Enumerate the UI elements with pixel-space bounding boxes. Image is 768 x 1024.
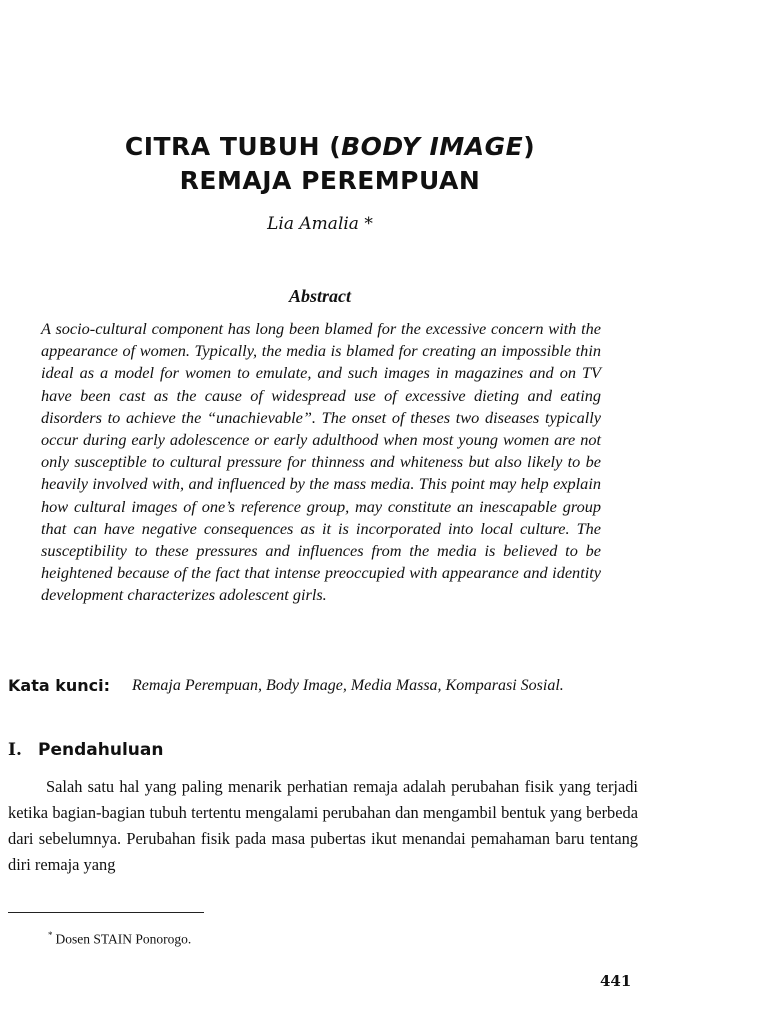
abstract-heading: Abstract [288,286,351,306]
title-suffix: ) [523,132,536,161]
section-title: Pendahuluan [38,740,164,760]
author-name: Lia Amalia [267,214,359,234]
title-italic: BODY IMAGE [341,132,524,161]
article-title [0,130,660,198]
abstract-text: A socio-cultural component has long been blamed for the excessive concern with the appearance of women. Typically, the media is blamed for creating an impossible thin ideal as a model for women to emulate, and such images in magazines and on TV have been cast as the cause of widespread use of excessive dieting and eating disorders to achieve the “unachievable”. The onset of theses two diseases typically occur during early adolescence or early adulthood when most young women are not only susceptible to cultural pressure for thinness and whiteness but also likely to be heavily involved with, and influenced by the mass media. This point may help explain how cultural images of one’s reference group, may constitute an inescapable group that can have negative consequences as it is incorporated into local culture. The susceptibility to these pressures and influences from the media is believed to be heightened because of the fact that intense preoccupied with appearance and identity development characterizes adolescent girls. [41,319,601,605]
title-line-2: REMAJA PEREMPUAN [179,166,481,195]
keywords-label: Kata kunci: [8,676,110,695]
footnote-divider [8,912,204,913]
footnote [48,930,191,948]
footnote-marker: * [48,930,53,940]
footnote-text: Dosen STAIN Ponorogo. [55,931,192,947]
keywords-text: Remaja Perempuan, Body Image, Media Massa, Komparasi Sosial. [132,677,564,694]
section-heading [8,740,163,760]
section-number: I. [8,740,22,760]
page-number: 441 [600,972,632,990]
title-line-1 [0,130,660,164]
author-footnote-marker: * [358,214,373,234]
body-paragraph: Salah satu hal yang paling menarik perhatian remaja adalah perubahan fisik yang terjadi ketika bagian-bagian tubuh tertentu mengalami perubahan dan mengambil bentuk yang berbeda dari sebelumnya. Perubahan fisik pada masa pubertas ikut menandai pemahaman baru tentang diri remaja yang [8,777,638,874]
author-line [0,214,640,234]
title-prefix: CITRA TUBUH ( [124,132,342,161]
